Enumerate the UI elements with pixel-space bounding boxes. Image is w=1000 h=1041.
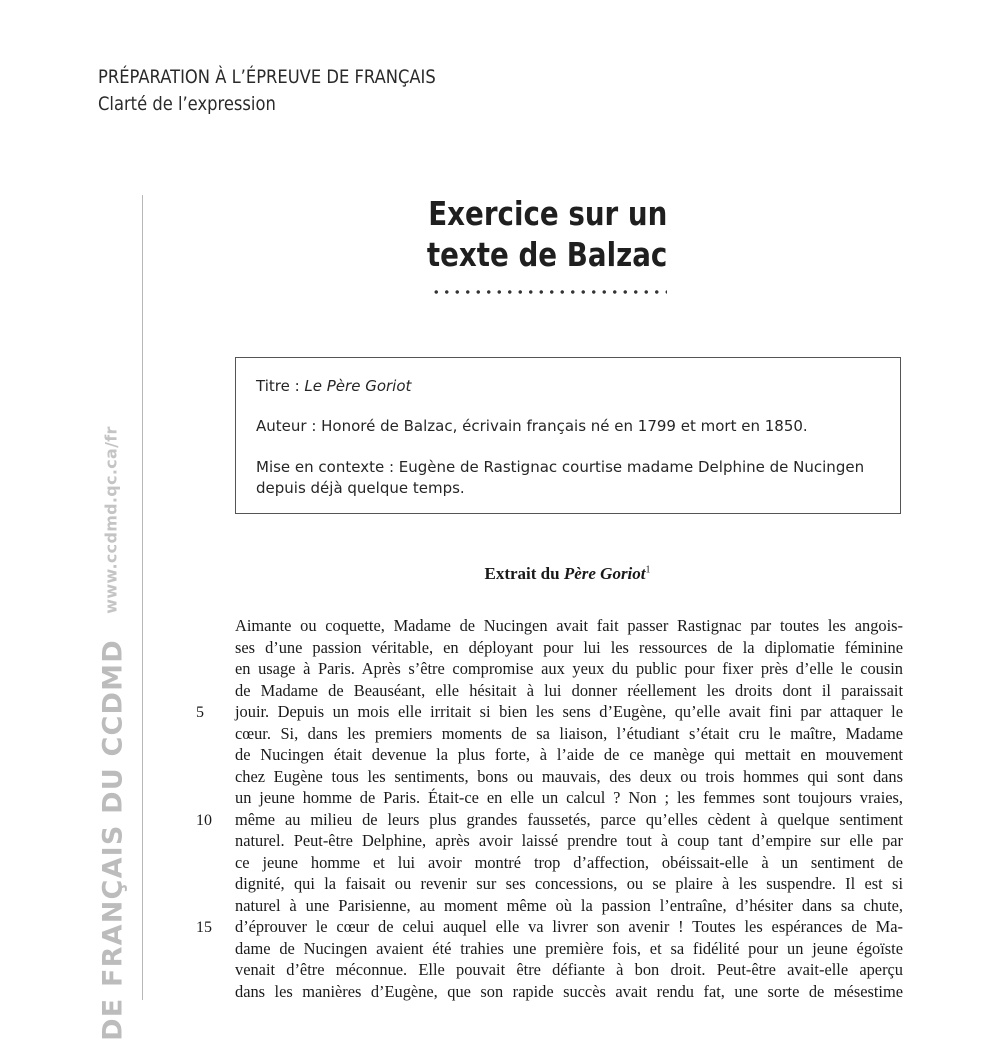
exercise-title [426, 193, 667, 275]
exercise-title-line-1: Exercice sur un [427, 194, 667, 233]
extract-line: un jeune homme de Paris. Était-ce en elle un calcul ? Non ; les femmes sont toujours vraies, [235, 788, 903, 807]
extract-line: ce jeune homme et lui avoir montré trop d’affection, obéissait-elle à un sentiment de [235, 852, 903, 872]
header-subtitle: Clarté de l’expression [98, 93, 276, 115]
page-header [98, 64, 436, 118]
extract-line: dame de Nucingen avaient été trahies une première fois, et sa fidélité pour un jeune égoïste [235, 938, 903, 958]
header-section-title: PRÉPARATION À L’ÉPREUVE DE FRANÇAIS [98, 66, 436, 88]
info-auteur: Auteur : Honoré de Balzac, écrivain français né en 1799 et mort en 1850. [256, 417, 808, 435]
extract-title [0, 564, 1000, 584]
extract-line: en usage à Paris. Après s’être compromise aux yeux du public pour fixer près d’elle le cousin [235, 659, 903, 678]
extract-line: jouir. Depuis un mois elle irritait si bien les sens d’Eugène, qu’elle avait fini par attaquer le [235, 702, 903, 721]
extract-line: de Nucingen était devenue la plus forte, à l’aide de ce manège qui mettait en mouvement [235, 745, 903, 764]
extract-line: venait d’être méconnue. Elle pouvait être défiante à bon droit. Peut-être avait-elle aperçu [235, 960, 903, 979]
extract-line: Aimante ou coquette, Madame de Nucingen avait fait passer Rastignac par toutes les angois- [235, 616, 903, 635]
line-number-5: 5 [196, 704, 204, 721]
info-box [235, 357, 901, 514]
side-title: DE FRANÇAIS DU CCDMD [97, 639, 129, 1041]
extract-title-work: Père Goriot [563, 564, 646, 583]
extract-line: d’éprouver le cœur de celui auquel elle va livrer son avenir ! Toutes les espérances de Ma- [235, 917, 903, 936]
line-number-10: 10 [196, 812, 212, 829]
info-titre [256, 376, 411, 396]
extract-title-prefix: Extrait du [484, 564, 564, 583]
info-contexte-line-2: depuis déjà quelque temps. [256, 479, 465, 497]
margin-rule [142, 195, 143, 1000]
line-number-15: 15 [196, 919, 212, 936]
extract-line: naturel à une Parisienne, au moment même où la passion l’entraîne, d’hésiter dans sa chute, [235, 895, 903, 915]
extract-line: ses d’une passion véritable, en déployant pour lui les ressources de la diplomatie féminine [235, 637, 903, 657]
extract-line: dignité, qui la faisait ou revenir sur ses concessions, ou se plaire à les suspendre. Il est si [235, 874, 903, 893]
info-titre-value: Le Père Goriot [304, 377, 412, 395]
extract-line: même au milieu de leurs plus grandes faussetés, parce qu’elles cèdent à quelque sentiment [235, 809, 903, 829]
dotted-divider [431, 290, 667, 294]
footnote-marker: 1 [645, 564, 651, 576]
extract-text [235, 615, 903, 1002]
info-titre-label: Titre : [256, 377, 305, 395]
side-url: www.ccdmd.qc.ca/fr [101, 426, 121, 614]
extract-line: chez Eugène tous les sentiments, bons ou mauvais, des deux ou trois hommes qui sont dans [235, 766, 903, 786]
exercise-title-line-2: texte de Balzac [426, 235, 667, 274]
extract-line: naturel. Peut-être Delphine, après avoir laissé prendre tout à coup tant d’empire sur elle par [235, 831, 903, 850]
extract-line: de Madame de Beauséant, elle hésitait à lui donner réellement les droits dont il paraissait [235, 680, 903, 700]
extract-line: dans les manières d’Eugène, que son rapide succès avait rendu fat, une sorte de mésestime [235, 981, 903, 1001]
extract-line: cœur. Si, dans les premiers moments de sa liaison, l’étudiant s’était cru le maître, Madame [235, 723, 903, 743]
info-contexte-line-1: Mise en contexte : Eugène de Rastignac courtise madame Delphine de Nucingen [256, 458, 865, 476]
